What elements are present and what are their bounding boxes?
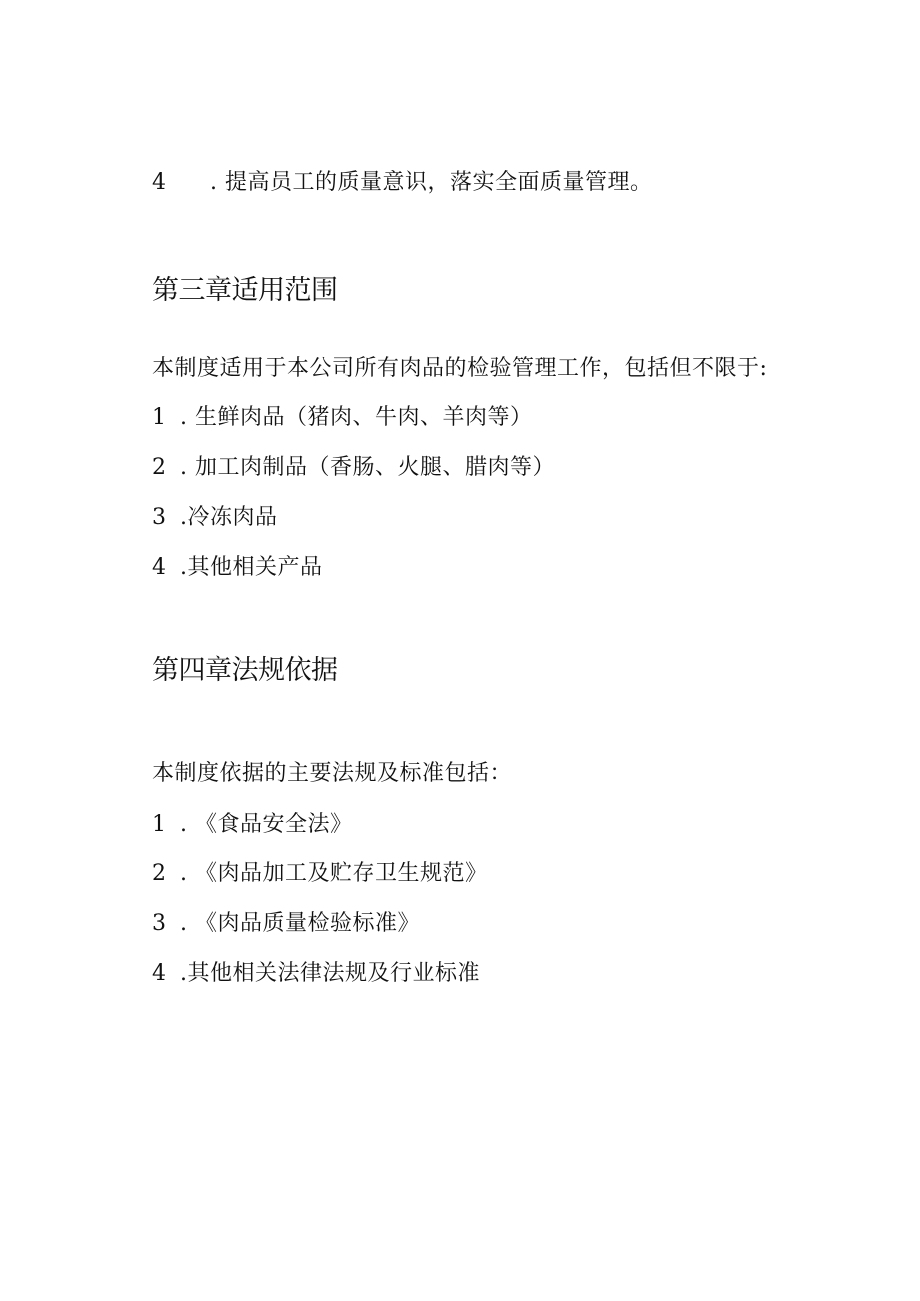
item-text: . 《肉品质量检验标准》 [180, 911, 420, 936]
item-number: 1 [152, 812, 167, 837]
item-number: 3 [152, 911, 167, 936]
list-item [152, 909, 420, 939]
item-text: . 《食品安全法》 [180, 812, 353, 837]
item-number: 2 [152, 455, 167, 480]
item-number: 4 [152, 961, 167, 986]
chapter-3-intro: 本制度适用于本公司所有肉品的检验管理工作，包括但不限于: [152, 356, 768, 381]
list-item [152, 503, 278, 533]
item-number: 3 [152, 505, 167, 530]
list-item [152, 453, 555, 483]
list-item [152, 859, 488, 889]
list-item [152, 168, 653, 198]
item-text: . 生鲜肉品（猪肉、牛肉、羊肉等） [180, 405, 533, 430]
chapter-4-intro: 本制度依据的主要法规及标准包括： [152, 761, 513, 786]
item-number: 1 [152, 405, 167, 430]
item-text: .其他相关法律法规及行业标准 [180, 961, 480, 986]
item-number: 2 [152, 861, 167, 886]
chapter-3-title: 第三章适用范围 [152, 275, 338, 306]
item-number: 4 [152, 555, 167, 580]
item-text: . 加工肉制品（香肠、火腿、腊肉等） [180, 455, 555, 480]
item-text: .其他相关产品 [180, 555, 323, 580]
item-number: 4 [152, 170, 167, 195]
list-item [152, 553, 323, 583]
list-item [152, 810, 353, 840]
item-text: . 《肉品加工及贮存卫生规范》 [180, 861, 488, 886]
item-text: .冷冻肉品 [180, 505, 278, 530]
list-item [152, 959, 480, 989]
chapter-4-title: 第四章法规依据 [152, 655, 338, 686]
list-item [152, 403, 533, 433]
item-text: . 提高员工的质量意识，落实全面质量管理。 [210, 170, 653, 195]
